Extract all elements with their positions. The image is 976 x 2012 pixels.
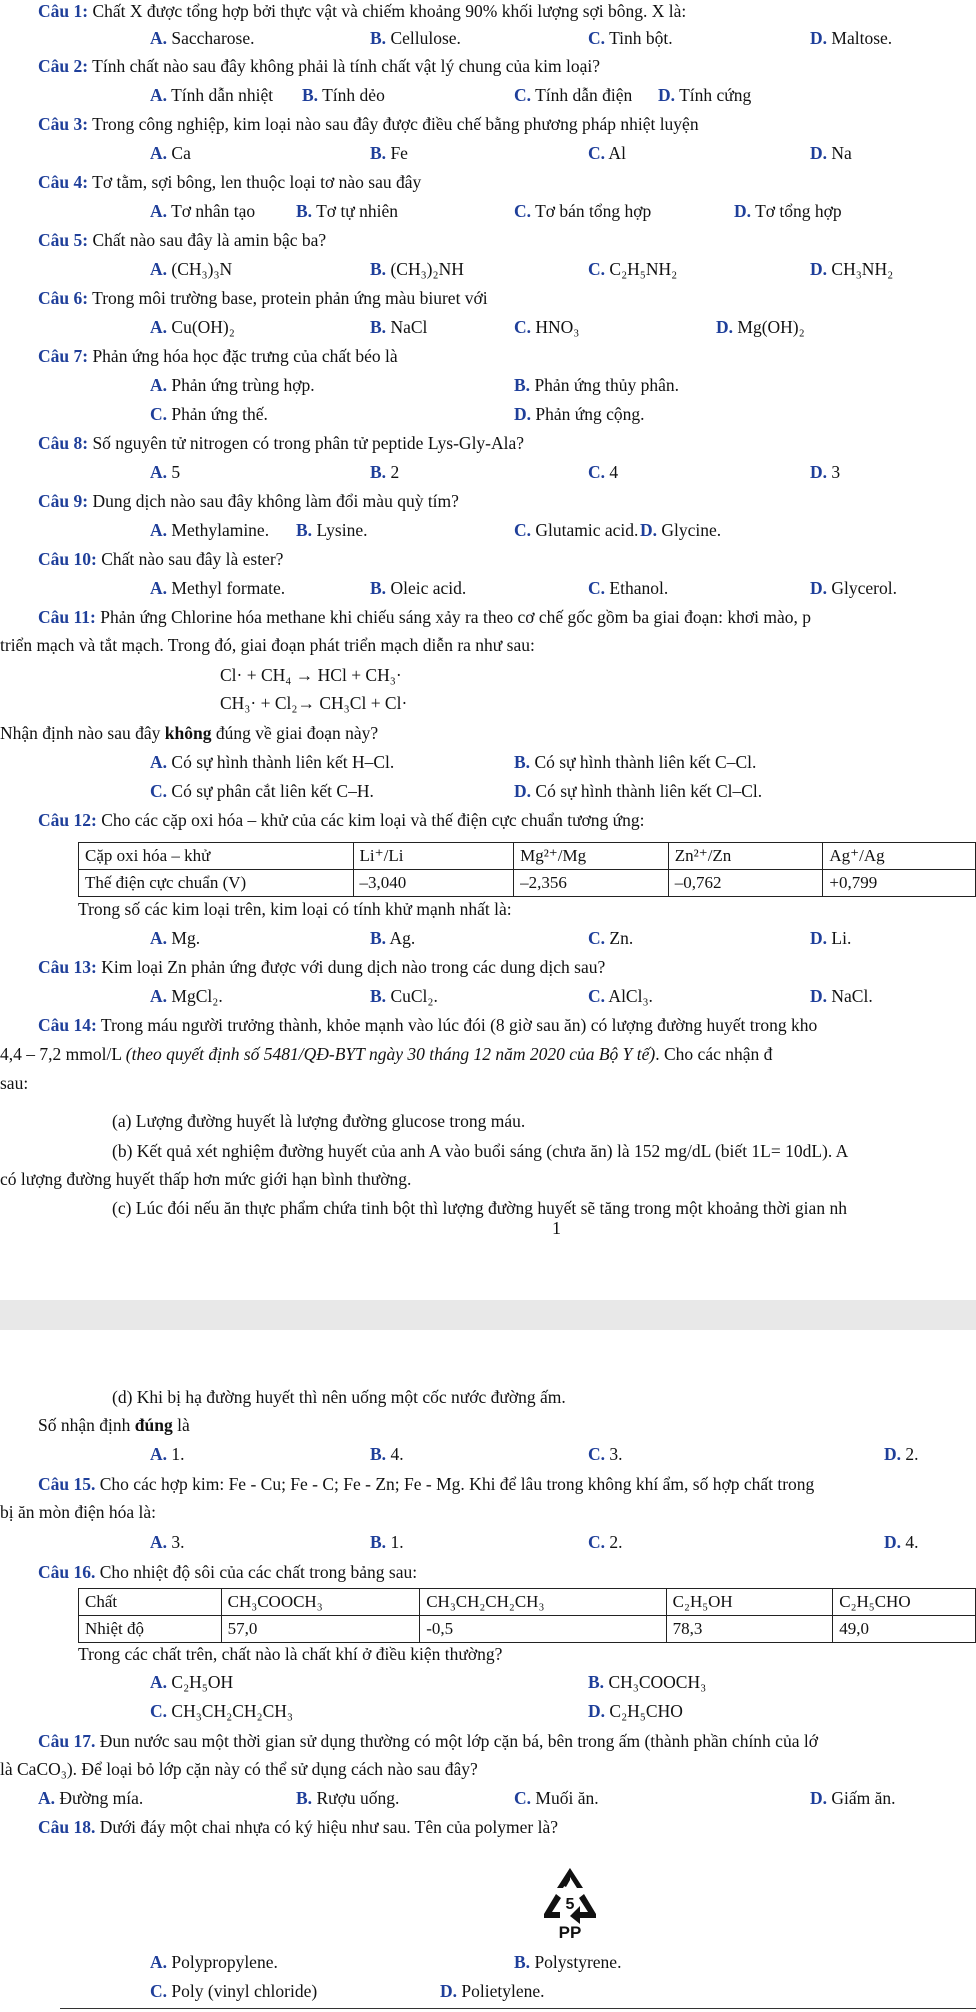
q16-table xyxy=(78,1588,976,1643)
q11-equation-1: Cl· + CH₄ → HCl + CH₃· xyxy=(220,665,402,685)
table-row xyxy=(79,870,976,897)
q13-option-c[interactable]: C. AlCl₃. xyxy=(588,986,653,1006)
q8-option-a[interactable]: A. 5 xyxy=(150,462,181,482)
q14-option-c[interactable]: C. 3. xyxy=(588,1444,623,1464)
question-5: Câu 5: Chất nào sau đây là amin bậc ba? xyxy=(38,230,327,250)
q17-option-d[interactable]: D. Giấm ăn. xyxy=(810,1788,896,1808)
question-8: Câu 8: Số nguyên tử nitrogen có trong phân tử peptide Lys-Gly-Ala? xyxy=(38,433,525,453)
q16-table-cell: C₂H₅CHO xyxy=(833,1589,976,1616)
q6-option-c[interactable]: C. HNO₃ xyxy=(514,317,580,337)
q5-option-b[interactable]: B. (CH₃)₂NH xyxy=(370,259,464,279)
table-row xyxy=(79,1616,976,1643)
question-15: Câu 15. Cho các hợp kim: Fe - Cu; Fe - C; Fe - Zn; Fe - Mg. Khi để lâu trong không khí ẩm, số hợp chất trong xyxy=(38,1474,815,1494)
q18-option-a[interactable]: A. Polypropylene. xyxy=(150,1952,278,1972)
q13-option-b[interactable]: B. CuCl₂. xyxy=(370,986,438,1006)
question-13: Câu 13: Kim loại Zn phản ứng được với dung dịch nào trong các dung dịch sau? xyxy=(38,957,606,977)
q15-option-b[interactable]: B. 1. xyxy=(370,1532,404,1552)
q16-table-cell: C₂H₅OH xyxy=(666,1589,833,1616)
q10-option-a[interactable]: A. Methyl formate. xyxy=(150,578,286,598)
q1-option-c[interactable]: C. Tinh bột. xyxy=(588,28,673,48)
q10-option-c[interactable]: C. Ethanol. xyxy=(588,578,669,598)
q17-option-a[interactable]: A. Đường mía. xyxy=(38,1788,144,1808)
question-4: Câu 4: Tơ tằm, sợi bông, len thuộc loại tơ nào sau đây xyxy=(38,172,422,192)
q2-option-d[interactable]: D. Tính cứng xyxy=(658,85,752,105)
question-18: Câu 18. Dưới đáy một chai nhựa có ký hiệu như sau. Tên của polymer là? xyxy=(38,1817,558,1837)
q12-option-a[interactable]: A. Mg. xyxy=(150,928,201,948)
q11-ask: Nhận định nào sau đây không đúng về giai đoạn này? xyxy=(0,723,379,743)
q11-option-a[interactable]: A. Có sự hình thành liên kết H–Cl. xyxy=(150,752,395,772)
q12-table-cell: Ag⁺/Ag xyxy=(823,843,976,870)
q11-option-b[interactable]: B. Có sự hình thành liên kết C–Cl. xyxy=(514,752,757,772)
question-6: Câu 6: Trong môi trường base, protein phản ứng màu biuret với xyxy=(38,288,488,308)
q8-option-d[interactable]: D. 3 xyxy=(810,462,841,482)
q16-table-cell: Nhiệt độ xyxy=(79,1616,222,1643)
page-number: 1 xyxy=(552,1218,561,1238)
q16-option-c[interactable]: C. CH₃CH₂CH₂CH₃ xyxy=(150,1701,294,1721)
q18-option-d[interactable]: D. Polietylene. xyxy=(440,1981,545,2001)
q3-option-b[interactable]: B. Fe xyxy=(370,143,408,163)
q16-option-a[interactable]: A. C₂H₅OH xyxy=(150,1672,234,1692)
q1-option-a[interactable]: A. Saccharose. xyxy=(150,28,255,48)
q12-table-cell: Cặp oxi hóa – khử xyxy=(79,843,354,870)
q17-option-c[interactable]: C. Muối ăn. xyxy=(514,1788,599,1808)
q14-option-a[interactable]: A. 1. xyxy=(150,1444,185,1464)
q7-option-b[interactable]: B. Phản ứng thủy phân. xyxy=(514,375,680,395)
q2-option-a[interactable]: A. Tính dẫn nhiệt xyxy=(150,85,274,105)
q16-table-cell: Chất xyxy=(79,1589,222,1616)
q14-statement-b: (b) Kết quả xét nghiệm đường huyết của anh A vào buổi sáng (chưa ăn) là 152 mg/dL (biết 1L= 10dL). A xyxy=(112,1141,849,1161)
q5-option-a[interactable]: A. (CH₃)₃N xyxy=(150,259,233,279)
q16-table-cell: CH₃CH₂CH₂CH₃ xyxy=(420,1589,666,1616)
q6-option-b[interactable]: B. NaCl xyxy=(370,317,428,337)
q12-option-d[interactable]: D. Li. xyxy=(810,928,852,948)
q16-ask: Trong các chất trên, chất nào là chất khí ở điều kiện thường? xyxy=(78,1644,503,1664)
q12-table-cell: Zn²⁺/Zn xyxy=(668,843,823,870)
q14-count: Số nhận định đúng là xyxy=(38,1415,190,1435)
q17-option-b[interactable]: B. Rượu uống. xyxy=(296,1788,400,1808)
q1-option-b[interactable]: B. Cellulose. xyxy=(370,28,461,48)
q12-table-cell: –3,040 xyxy=(353,870,514,897)
q12-table-cell: Li⁺/Li xyxy=(353,843,514,870)
question-10: Câu 10: Chất nào sau đây là ester? xyxy=(38,549,284,569)
q7-option-c[interactable]: C. Phản ứng thế. xyxy=(150,404,268,424)
recycle-triangle-icon xyxy=(530,1862,610,1942)
q12-option-c[interactable]: C. Zn. xyxy=(588,928,634,948)
q14-text-cont: 4,4 – 7,2 mmol/L (theo quyết định số 5481/QĐ-BYT ngày 30 tháng 12 năm 2020 của Bộ Y tế). Cho các nhận đ xyxy=(0,1044,773,1064)
q2-option-c[interactable]: C. Tính dẫn điện xyxy=(514,85,633,105)
question-2: Câu 2: Tính chất nào sau đây không phải là tính chất vật lý chung của kim loại? xyxy=(38,56,600,76)
q7-option-a[interactable]: A. Phản ứng trùng hợp. xyxy=(150,375,315,395)
question-12: Câu 12: Cho các cặp oxi hóa – khử của các kim loại và thế điện cực chuẩn tương ứng: xyxy=(38,810,645,830)
recycle-icon xyxy=(530,1862,610,1942)
q4-option-d[interactable]: D. Tơ tổng hợp xyxy=(734,201,842,221)
table-row xyxy=(79,843,976,870)
q2-option-b[interactable]: B. Tính dẻo xyxy=(302,85,385,105)
q12-table-cell: –2,356 xyxy=(514,870,669,897)
q1-option-d[interactable]: D. Maltose. xyxy=(810,28,893,48)
q15-option-d[interactable]: D. 4. xyxy=(884,1532,919,1552)
q8-option-c[interactable]: C. 4 xyxy=(588,462,619,482)
q5-option-c[interactable]: C. C₂H₅NH₂ xyxy=(588,259,678,279)
question-14: Câu 14: Trong máu người trưởng thành, khỏe mạnh vào lúc đói (8 giờ sau ăn) có lượng đường huyết trong kho xyxy=(38,1015,818,1035)
q15-option-a[interactable]: A. 3. xyxy=(150,1532,185,1552)
q11-text-cont: triển mạch và tắt mạch. Trong đó, giai đoạn phát triển mạch diễn ra như sau: xyxy=(0,635,535,655)
q15-text-cont: bị ăn mòn điện hóa là: xyxy=(0,1502,157,1522)
recycle-number: 5 xyxy=(565,1896,575,1913)
q12-table xyxy=(78,842,976,897)
q12-table-cell: –0,762 xyxy=(668,870,823,897)
q11-option-d[interactable]: D. Có sự hình thành liên kết Cl–Cl. xyxy=(514,781,763,801)
recycle-code: PP xyxy=(558,1923,582,1942)
question-17: Câu 17. Đun nước sau một thời gian sử dụng thường có một lớp cặn bá, bên trong ấm (thành phần chính của lớ xyxy=(38,1731,818,1751)
q12-table-cell: +0,799 xyxy=(823,870,976,897)
q9-option-a[interactable]: A. Methylamine. xyxy=(150,520,270,540)
q14-statement-d: (d) Khi bị hạ đường huyết thì nên uống một cốc nước đường ấm. xyxy=(112,1387,566,1407)
question-7: Câu 7: Phản ứng hóa học đặc trưng của chất béo là xyxy=(38,346,398,366)
q14-option-b[interactable]: B. 4. xyxy=(370,1444,404,1464)
q12-option-b[interactable]: B. Ag. xyxy=(370,928,416,948)
q14-text-sau: sau: xyxy=(0,1073,29,1093)
q3-option-a[interactable]: A. Ca xyxy=(150,143,191,163)
q16-table-cell: 57,0 xyxy=(221,1616,420,1643)
q17-text-cont: là CaCO₃). Để loại bỏ lớp cặn này có thể sử dụng cách nào sau đây? xyxy=(0,1759,478,1779)
question-3: Câu 3: Trong công nghiệp, kim loại nào sau đây được điều chế bằng phương pháp nhiệt luyện xyxy=(38,114,699,134)
q13-option-a[interactable]: A. MgCl₂. xyxy=(150,986,223,1006)
question-11: Câu 11: Phản ứng Chlorine hóa methane khi chiếu sáng xảy ra theo cơ chế gốc gồm ba giai đoạn: khơi mào, p xyxy=(38,607,812,627)
q9-option-c[interactable]: C. Glutamic acid. xyxy=(514,520,639,540)
q11-option-c[interactable]: C. Có sự phân cắt liên kết C–H. xyxy=(150,781,374,801)
q6-option-d[interactable]: D. Mg(OH)₂ xyxy=(716,317,805,337)
q14-option-d[interactable]: D. 2. xyxy=(884,1444,919,1464)
page-separator xyxy=(0,1300,976,1330)
q6-option-a[interactable]: A. Cu(OH)₂ xyxy=(150,317,235,337)
q12-table-cell: Mg²⁺/Mg xyxy=(514,843,669,870)
q14-statement-a: (a) Lượng đường huyết là lượng đường glucose trong máu. xyxy=(112,1111,526,1131)
q13-option-d[interactable]: D. NaCl. xyxy=(810,986,873,1006)
q16-option-b[interactable]: B. CH₃COOCH₃ xyxy=(588,1672,707,1692)
question-16: Câu 16. Cho nhiệt độ sôi của các chất trong bảng sau: xyxy=(38,1562,418,1582)
q12-ask: Trong số các kim loại trên, kim loại có tính khử mạnh nhất là: xyxy=(78,899,512,919)
q3-option-c[interactable]: C. Al xyxy=(588,143,626,163)
q18-option-b[interactable]: B. Polystyrene. xyxy=(514,1952,622,1972)
q10-option-d[interactable]: D. Glycerol. xyxy=(810,578,897,598)
question-1: Câu 1: Chất X được tổng hợp bởi thực vật và chiếm khoảng 90% khối lượng sợi bông. X là: xyxy=(38,1,687,21)
table-row xyxy=(79,1589,976,1616)
q11-equation-2: CH₃· + Cl₂→ CH₃Cl + Cl· xyxy=(220,693,408,713)
q3-option-d[interactable]: D. Na xyxy=(810,143,852,163)
q4-option-b[interactable]: B. Tơ tự nhiên xyxy=(296,201,399,221)
question-9: Câu 9: Dung dịch nào sau đây không làm đổi màu quỳ tím? xyxy=(38,491,459,511)
exam-page-2 xyxy=(0,1330,976,2012)
q16-table-cell: 49,0 xyxy=(833,1616,976,1643)
q14-statement-c: (c) Lúc đói nếu ăn thực phẩm chứa tinh bột thì lượng đường huyết sẽ tăng trong một khoảng thời gian nh xyxy=(112,1198,847,1218)
q10-option-b[interactable]: B. Oleic acid. xyxy=(370,578,467,598)
q16-table-cell: CH₃COOCH₃ xyxy=(221,1589,420,1616)
q4-option-c[interactable]: C. Tơ bán tổng hợp xyxy=(514,201,652,221)
q16-table-cell: -0,5 xyxy=(420,1616,666,1643)
bottom-rule xyxy=(60,2008,976,2009)
q7-option-d[interactable]: D. Phản ứng cộng. xyxy=(514,404,645,424)
q9-option-b[interactable]: B. Lysine. xyxy=(296,520,368,540)
q9-option-d[interactable]: D. Glycine. xyxy=(640,520,722,540)
q18-option-c[interactable]: C. Poly (vinyl chloride) xyxy=(150,1981,318,2001)
q16-table-cell: 78,3 xyxy=(666,1616,833,1643)
q15-option-c[interactable]: C. 2. xyxy=(588,1532,623,1552)
q12-table-cell: Thế điện cực chuẩn (V) xyxy=(79,870,354,897)
q5-option-d[interactable]: D. CH₃NH₂ xyxy=(810,259,894,279)
q14-statement-b-cont: có lượng đường huyết thấp hơn mức giới hạn bình thường. xyxy=(0,1169,412,1189)
q16-option-d[interactable]: D. C₂H₅CHO xyxy=(588,1701,683,1721)
q8-option-b[interactable]: B. 2 xyxy=(370,462,400,482)
q4-option-a[interactable]: A. Tơ nhân tạo xyxy=(150,201,256,221)
